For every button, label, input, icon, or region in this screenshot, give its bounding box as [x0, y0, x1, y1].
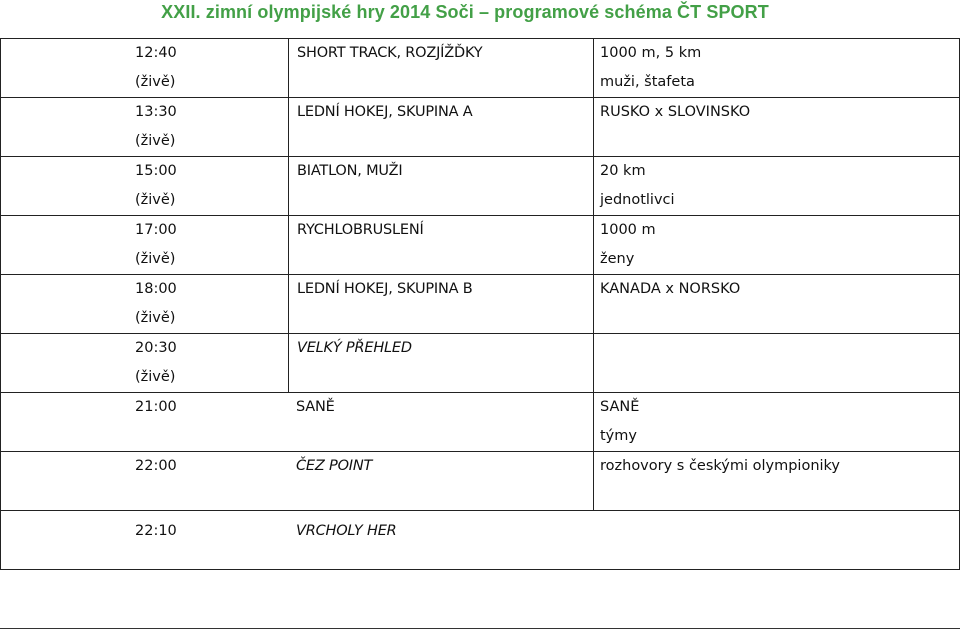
detail-line: muži, štafeta [600, 74, 695, 90]
program-cell: VELKÝ PŘEHLED [289, 334, 594, 393]
detail-line: jednotlivci [600, 192, 675, 208]
table-row [1, 98, 960, 157]
table-row [1, 334, 960, 393]
time-cell [1, 98, 289, 157]
program: VRCHOLY HER [296, 523, 397, 539]
live-label: (živě) [135, 369, 176, 385]
detail-line: 20 km [600, 163, 646, 179]
time-cell [1, 275, 289, 334]
time: 22:10 [135, 523, 177, 539]
live-label: (živě) [135, 192, 176, 208]
bottom-rule [0, 628, 960, 629]
detail-cell [594, 334, 960, 393]
detail-cell [594, 157, 960, 216]
program-cell: RYCHLOBRUSLENÍ [289, 216, 594, 275]
time: 12:40 [135, 45, 177, 61]
detail-line: týmy [600, 428, 637, 444]
table-row [1, 157, 960, 216]
detail-line: rozhovory s českými olympioniky [600, 458, 841, 474]
program-cell: SHORT TRACK, ROZJÍŽĎKY [289, 39, 594, 98]
detail-line: 1000 m, 5 km [600, 45, 702, 61]
detail-cell [594, 393, 960, 452]
table-row [1, 275, 960, 334]
time: 20:30 [135, 340, 177, 356]
program: SANĚ [296, 399, 335, 415]
detail-cell [594, 39, 960, 98]
page-title: XXII. zimní olympijské hry 2014 Soči – programové schéma ČT SPORT [161, 2, 769, 22]
detail-cell [594, 275, 960, 334]
time-cell [1, 216, 289, 275]
detail-line: 1000 m [600, 222, 656, 238]
time-cell [1, 157, 289, 216]
live-label: (živě) [135, 310, 176, 326]
detail-line: KANADA x NORSKO [600, 281, 741, 297]
detail-line: ženy [600, 251, 635, 267]
program-cell: BIATLON, MUŽI [289, 157, 594, 216]
time: 21:00 [135, 399, 177, 415]
time: 15:00 [135, 163, 177, 179]
time: 17:00 [135, 222, 177, 238]
time-program-cell [1, 511, 960, 570]
detail-line: SANĚ [600, 399, 640, 415]
time-cell [1, 334, 289, 393]
detail-cell [594, 216, 960, 275]
time: 18:00 [135, 281, 177, 297]
detail-cell [594, 98, 960, 157]
table-row [1, 393, 960, 452]
time: 13:30 [135, 104, 177, 120]
program-cell: LEDNÍ HOKEJ, SKUPINA A [289, 98, 594, 157]
table-row [1, 511, 960, 570]
table-row [1, 452, 960, 511]
time-cell [1, 39, 289, 98]
detail-line: RUSKO x SLOVINSKO [600, 104, 751, 120]
live-label: (živě) [135, 133, 176, 149]
program: ČEZ POINT [296, 458, 373, 474]
program-cell: LEDNÍ HOKEJ, SKUPINA B [289, 275, 594, 334]
table-row [1, 39, 960, 98]
time-program-cell [1, 393, 594, 452]
detail-cell [594, 452, 960, 511]
live-label: (živě) [135, 251, 176, 267]
time: 22:00 [135, 458, 177, 474]
schedule-table [0, 38, 960, 570]
live-label: (živě) [135, 74, 176, 90]
table-row [1, 216, 960, 275]
time-program-cell [1, 452, 594, 511]
